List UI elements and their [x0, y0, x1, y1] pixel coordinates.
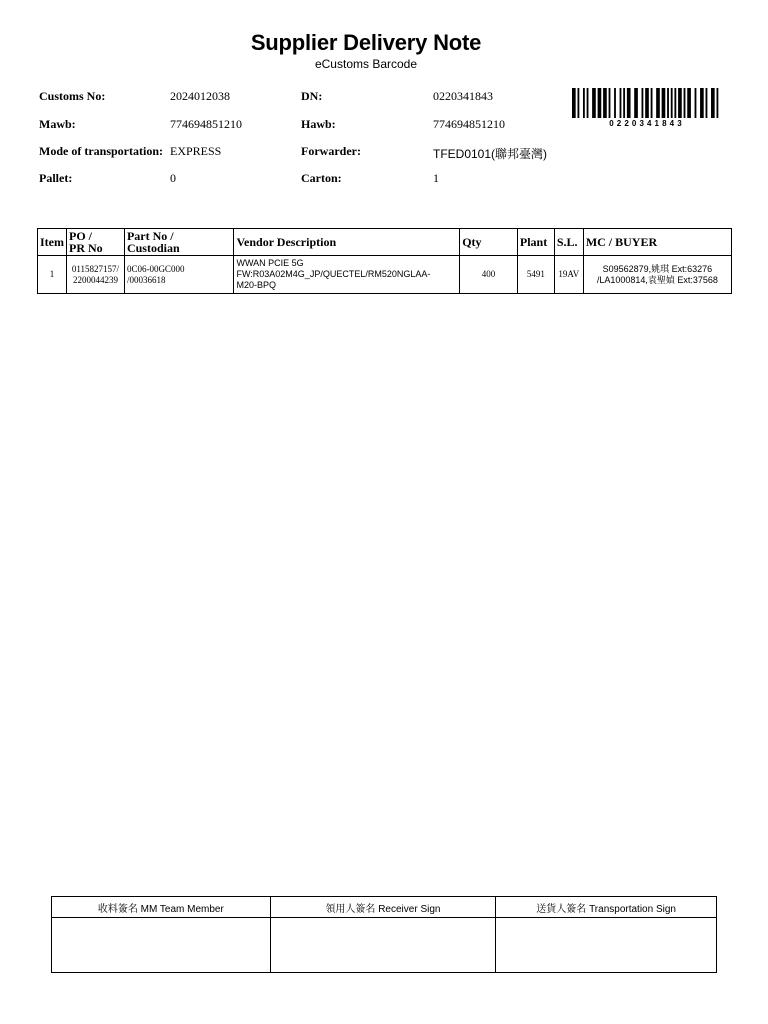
col-header-vendor-description: Vendor Description: [234, 229, 460, 256]
col-header-po: [67, 229, 125, 256]
cell-vendor-description: [234, 256, 460, 294]
mawb-label: Mawb:: [39, 117, 76, 131]
table-row: [38, 256, 732, 294]
barcode-bar: [587, 88, 589, 118]
signature-table: [51, 896, 717, 973]
barcode-bar: [620, 88, 622, 118]
cell-buyer: /LA1000814,袁聖媜 Ext:37568: [596, 274, 718, 285]
barcode-bar: [700, 88, 704, 118]
barcode-bar: [667, 88, 669, 118]
col-header-plant: Plant: [517, 229, 554, 256]
carton-value: 1: [433, 171, 439, 185]
barcode-bar: [592, 88, 596, 118]
pallet-label: Pallet:: [39, 171, 73, 185]
cell-mc-buyer: [583, 256, 731, 294]
cell-part-custodian: [124, 256, 234, 294]
table-header-row: [38, 229, 732, 256]
sign-box-receiver[interactable]: [270, 918, 496, 973]
barcode-bar: [674, 88, 676, 118]
customs-no-value: 2024012038: [170, 89, 230, 103]
ecustoms-barcode: [572, 88, 722, 130]
col-header-po-line1: PO /: [69, 229, 92, 243]
sign-box-transportation[interactable]: [496, 918, 717, 973]
cell-po-pr: [67, 256, 125, 294]
cell-mc: S09562879,姚琪 Ext:63276: [602, 263, 713, 274]
cell-desc-line1: WWAN PCIE 5G: [236, 258, 304, 268]
barcode-bar: [711, 88, 715, 118]
barcode-bar: [627, 88, 631, 118]
mode-label: Mode of transportation:: [39, 144, 163, 158]
barcode-bar: [706, 88, 708, 118]
barcode-bar: [603, 88, 607, 118]
cell-sl: 19AV: [554, 256, 583, 294]
cell-qty: 400: [460, 256, 518, 294]
sign-header-receiver: 領用人簽名 Receiver Sign: [270, 897, 496, 918]
col-header-item: Item: [38, 229, 67, 256]
barcode-bar: [598, 88, 602, 118]
page-subtitle: eCustoms Barcode: [314, 57, 418, 71]
dn-value: 0220341843: [433, 89, 493, 103]
signature-header-row: [52, 897, 717, 918]
col-header-mc-buyer: MC / BUYER: [583, 229, 731, 256]
items-table: [37, 228, 732, 294]
barcode-bar: [623, 88, 625, 118]
barcode-bar: [662, 88, 666, 118]
barcode-bars: [572, 88, 722, 118]
dn-label: DN:: [301, 89, 323, 103]
cell-po: 0115827157/: [71, 263, 120, 274]
carton-label: Carton:: [301, 171, 342, 185]
barcode-bar: [645, 88, 649, 118]
barcode-bar: [671, 88, 673, 118]
cell-part-no: 0C06-00GC000: [126, 263, 185, 274]
barcode-bar: [614, 88, 616, 118]
col-header-part-line1: Part No /: [126, 229, 174, 243]
pallet-value: 0: [170, 171, 176, 185]
barcode-bar: [651, 88, 653, 118]
col-header-part-line2: Custodian: [126, 241, 180, 255]
barcode-bar: [572, 88, 576, 118]
sign-header-mm-team: 收料簽名 MM Team Member: [52, 897, 271, 918]
barcode-number: 0220341843: [609, 119, 685, 128]
cell-custodian: /00036618: [126, 274, 166, 285]
cell-desc-line2: FW:R03A02M4G_JP/QUECTEL/RM520NGLAA-: [236, 269, 431, 279]
barcode-bar: [634, 88, 638, 118]
page-title: Supplier Delivery Note: [250, 30, 482, 55]
barcode-bar: [642, 88, 644, 118]
cell-plant: 5491: [517, 256, 554, 294]
mode-value: EXPRESS: [170, 144, 222, 158]
barcode-bar: [687, 88, 691, 118]
barcode-bar: [695, 88, 697, 118]
barcode-bar: [684, 88, 686, 118]
col-header-part: [124, 229, 234, 256]
cell-pr: 2200044239: [72, 274, 118, 285]
barcode-bar: [656, 88, 660, 118]
customs-no-label: Customs No:: [39, 89, 106, 103]
sign-box-mm-team[interactable]: [52, 918, 271, 973]
forwarder-label: Forwarder:: [301, 144, 361, 158]
sign-header-transportation: 送貨人簽名 Transportation Sign: [496, 897, 717, 918]
col-header-sl: S.L.: [554, 229, 583, 256]
forwarder-value: TFED0101(聯邦臺灣): [433, 147, 548, 161]
barcode-bar: [678, 88, 682, 118]
barcode-bar: [609, 88, 611, 118]
hawb-value: 774694851210: [433, 117, 505, 131]
cell-item: 1: [38, 256, 67, 294]
col-header-qty: Qty: [460, 229, 518, 256]
barcode-bar: [717, 88, 719, 118]
mawb-value: 774694851210: [170, 117, 242, 131]
barcode-bar: [577, 88, 579, 118]
signature-box-row: [52, 918, 717, 973]
barcode-bar: [583, 88, 585, 118]
col-header-po-line2: PR No: [69, 241, 103, 255]
hawb-label: Hawb:: [301, 117, 336, 131]
cell-desc-line3: M20-BPQ: [236, 280, 276, 290]
